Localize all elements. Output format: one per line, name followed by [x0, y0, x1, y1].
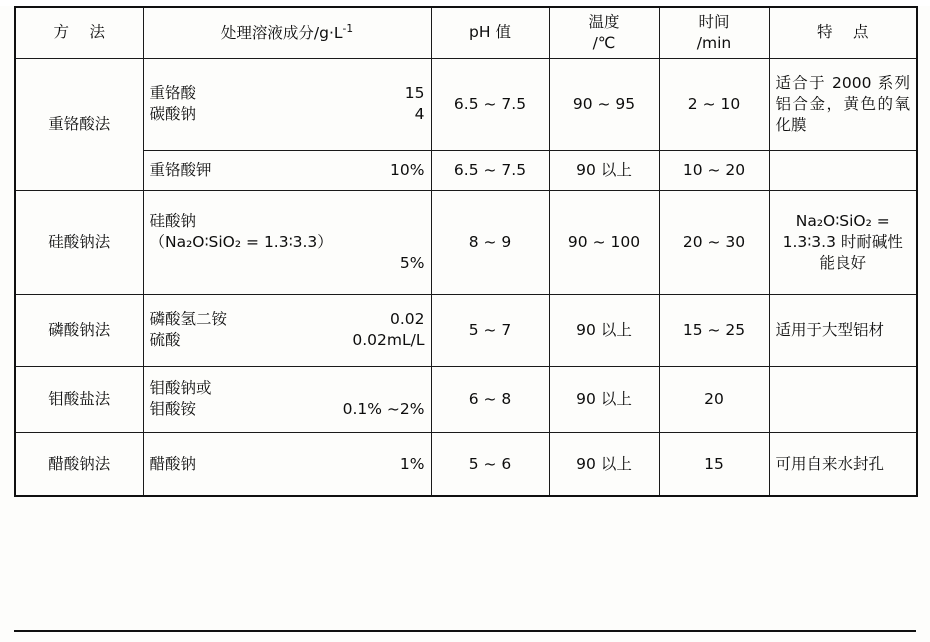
cell-time: 2 ~ 10 [659, 58, 769, 150]
cell-note: 可用自来水封孔 [769, 432, 917, 496]
table-row [15, 150, 917, 190]
table-row [15, 294, 917, 366]
document-page [0, 6, 930, 642]
cell-temperature: 90 以上 [549, 294, 659, 366]
table-row [15, 432, 917, 496]
table-row [15, 58, 917, 150]
cell-temperature: 90 ~ 100 [549, 190, 659, 294]
header-ph: pH 值 [431, 7, 549, 58]
cell-note: Na₂O∶SiO₂ = 1.3∶3.3 时耐碱性能良好 [769, 190, 917, 294]
cell-method: 磷酸钠法 [15, 294, 143, 366]
cell-temperature: 90 以上 [549, 150, 659, 190]
header-method: 方 法 [15, 7, 143, 58]
cell-ph: 6.5 ~ 7.5 [431, 150, 549, 190]
solution-line: 碳酸钠 4 [149, 105, 425, 124]
solution-line: 硫酸 0.02mL/L [149, 331, 425, 350]
cell-ph: 6.5 ~ 7.5 [431, 58, 549, 150]
table-bottom-rule [14, 630, 916, 632]
cell-solution [143, 150, 431, 190]
cell-method: 硅酸钠法 [15, 190, 143, 294]
table-row [15, 366, 917, 432]
header-solution: 处理溶液成分$/g\cdot L^{-1}$ [143, 7, 431, 58]
cell-method: 钼酸盐法 [15, 366, 143, 432]
cell-note [769, 150, 917, 190]
table-body [15, 58, 917, 496]
cell-temperature: 90 以上 [549, 432, 659, 496]
solution-line: 重铬酸钾 10% [149, 160, 425, 179]
cell-time: 20 ~ 30 [659, 190, 769, 294]
table-row [15, 190, 917, 294]
cell-time: 20 [659, 366, 769, 432]
solution-line: （Na₂O∶SiO₂ = 1.3∶3.3） [149, 232, 333, 251]
header-characteristics: 特 点 [769, 7, 917, 58]
cell-solution [143, 294, 431, 366]
cell-note: 适合于 2000 系列铝合金，黄色的氧化膜 [769, 58, 917, 150]
cell-time: 15 ~ 25 [659, 294, 769, 366]
solution-line: 钼酸钠或 [149, 379, 212, 398]
solution-line: 重铬酸 15 [149, 84, 425, 103]
header-row [15, 7, 917, 58]
header-temperature: 温度 /℃ [549, 7, 659, 58]
cell-solution [143, 432, 431, 496]
cell-temperature: 90 以上 [549, 366, 659, 432]
cell-solution [143, 58, 431, 150]
cell-time: 15 [659, 432, 769, 496]
cell-ph: 8 ~ 9 [431, 190, 549, 294]
solution-line: 5% [399, 253, 425, 272]
solution-line: 硅酸钠 [149, 211, 197, 230]
solution-line: 醋酸钠 1% [149, 454, 425, 473]
cell-temperature: 90 ~ 95 [549, 58, 659, 150]
process-parameters-table [14, 6, 918, 497]
cell-method: 重铬酸法 [15, 58, 143, 190]
cell-ph: 6 ~ 8 [431, 366, 549, 432]
cell-note [769, 366, 917, 432]
cell-solution [143, 366, 431, 432]
cell-note: 适用于大型铝材 [769, 294, 917, 366]
cell-time: 10 ~ 20 [659, 150, 769, 190]
header-time: 时间 /min [659, 7, 769, 58]
cell-ph: 5 ~ 6 [431, 432, 549, 496]
cell-solution [143, 190, 431, 294]
solution-line: 磷酸氢二铵 0.02 [149, 310, 425, 329]
cell-method: 醋酸钠法 [15, 432, 143, 496]
cell-ph: 5 ~ 7 [431, 294, 549, 366]
solution-line: 钼酸铵 0.1% ~2% [149, 400, 425, 419]
table-header [15, 7, 917, 58]
